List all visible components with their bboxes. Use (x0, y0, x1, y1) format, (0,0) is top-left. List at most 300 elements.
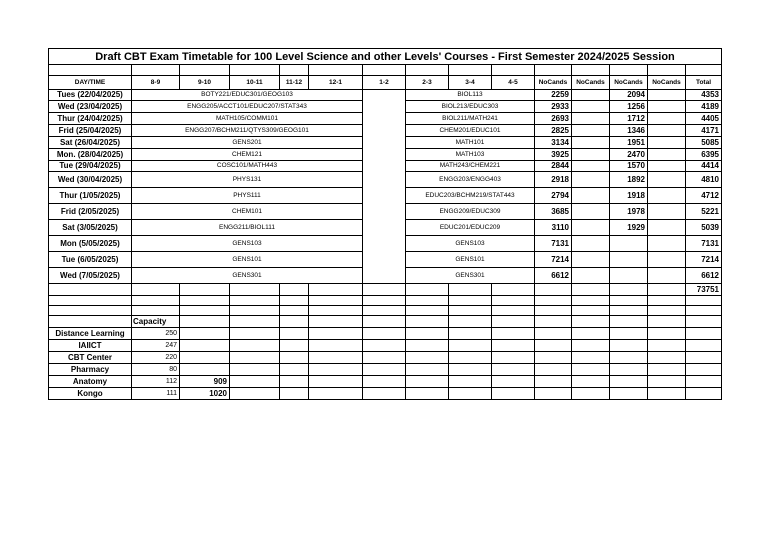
empty-cell (648, 306, 686, 316)
nocands-3: 1951 (610, 137, 648, 149)
afternoon-exam: BIOL211/MATH241 (406, 113, 535, 125)
afternoon-exam: MATH243/CHEM221 (406, 161, 535, 172)
empty-cell (363, 340, 406, 352)
morning-exam: MATH105/COMM101 (132, 113, 363, 125)
nocands-3: 1978 (610, 204, 648, 220)
empty-cell (535, 352, 572, 364)
empty-cell (49, 316, 132, 328)
table-row (49, 172, 722, 188)
nocands-3: 1918 (610, 188, 648, 204)
empty-cell (406, 388, 449, 400)
morning-exam: PHYS111 (132, 188, 363, 204)
midday-slot (363, 101, 406, 113)
nocands-1: 2825 (535, 125, 572, 137)
empty-cell (492, 328, 535, 340)
empty-cell (280, 340, 309, 352)
midday-slot (363, 125, 406, 137)
empty-cell (449, 352, 492, 364)
midday-slot (363, 236, 406, 252)
center-extra: 1020 (180, 388, 230, 400)
empty-cell (230, 376, 280, 388)
day-cell: Sat (26/04/2025) (49, 137, 132, 149)
empty-cell (572, 352, 610, 364)
table-row (49, 268, 722, 284)
nocands-4 (648, 113, 686, 125)
midday-slot (363, 113, 406, 125)
empty-cell (572, 388, 610, 400)
center-extra (180, 352, 230, 364)
afternoon-exam: EDUC201/EDUC209 (406, 220, 535, 236)
empty-cell (363, 364, 406, 376)
center-capacity: 220 (132, 352, 180, 364)
empty-cell (406, 364, 449, 376)
afternoon-exam: GENS103 (406, 236, 535, 252)
empty-cell (280, 284, 309, 296)
nocands-2 (572, 137, 610, 149)
nocands-4 (648, 161, 686, 172)
empty-cell (572, 376, 610, 388)
midday-slot (363, 161, 406, 172)
row-total: 5039 (686, 220, 722, 236)
day-cell: Sat (3/05/2025) (49, 220, 132, 236)
empty-cell (449, 340, 492, 352)
empty-cell (309, 306, 363, 316)
row-total: 4171 (686, 125, 722, 137)
center-capacity: 112 (132, 376, 180, 388)
nocands-4 (648, 220, 686, 236)
empty-cell (686, 340, 722, 352)
row-total: 4810 (686, 172, 722, 188)
empty-cell (492, 340, 535, 352)
nocands-2 (572, 172, 610, 188)
empty-cell (535, 376, 572, 388)
empty-cell (610, 340, 648, 352)
center-capacity: 247 (132, 340, 180, 352)
empty-cell (648, 328, 686, 340)
empty-cell (686, 316, 722, 328)
nocands-3: 2094 (610, 90, 648, 101)
sheet-title: Draft CBT Exam Timetable for 100 Level Science and other Levels' Courses - First Semester 2024/2025 Session (49, 49, 722, 65)
afternoon-exam: BIOL113 (406, 90, 535, 101)
nocands-2 (572, 90, 610, 101)
row-total: 4189 (686, 101, 722, 113)
empty-cell (449, 376, 492, 388)
empty-cell (280, 352, 309, 364)
row-total: 6612 (686, 268, 722, 284)
empty-cell (449, 316, 492, 328)
morning-exam: ENGG205/ACCT101/EDUC207/STAT343 (132, 101, 363, 113)
empty-cell (648, 296, 686, 306)
day-cell: Wed (23/04/2025) (49, 101, 132, 113)
afternoon-exam: MATH101 (406, 137, 535, 149)
header-row (49, 76, 722, 90)
empty-cell (535, 364, 572, 376)
empty-cell (132, 306, 180, 316)
nocands-4 (648, 204, 686, 220)
afternoon-exam: ENGG203/ENGG403 (406, 172, 535, 188)
empty-cell (280, 376, 309, 388)
empty-cell (686, 388, 722, 400)
center-capacity: 80 (132, 364, 180, 376)
nocands-4 (648, 252, 686, 268)
capacity-row (49, 376, 722, 388)
empty-cell (648, 388, 686, 400)
row-total: 7131 (686, 236, 722, 252)
midday-slot (363, 172, 406, 188)
capacity-row (49, 352, 722, 364)
empty-cell (363, 352, 406, 364)
empty-cell (492, 364, 535, 376)
day-cell: Mon. (28/04/2025) (49, 149, 132, 161)
empty-cell (363, 328, 406, 340)
header-12-1: 12-1 (309, 76, 363, 90)
center-extra (180, 328, 230, 340)
empty-cell (280, 316, 309, 328)
empty-cell (492, 388, 535, 400)
empty-cell (363, 316, 406, 328)
empty-cell (230, 340, 280, 352)
nocands-2 (572, 236, 610, 252)
morning-exam: GENS103 (132, 236, 363, 252)
table-row (49, 125, 722, 137)
empty-cell (449, 328, 492, 340)
table-row (49, 188, 722, 204)
empty-cell (230, 316, 280, 328)
empty-cell (180, 284, 230, 296)
empty-cell (686, 328, 722, 340)
empty-cell (686, 364, 722, 376)
day-cell: Frid (25/04/2025) (49, 125, 132, 137)
empty-cell (230, 284, 280, 296)
table-row (49, 220, 722, 236)
table-row (49, 90, 722, 101)
empty-cell (49, 284, 132, 296)
nocands-1: 6612 (535, 268, 572, 284)
empty-cell (180, 296, 230, 306)
empty-cell (572, 296, 610, 306)
afternoon-exam: GENS101 (406, 252, 535, 268)
nocands-4 (648, 188, 686, 204)
table-row (49, 137, 722, 149)
afternoon-exam: ENGG209/EDUC309 (406, 204, 535, 220)
nocands-2 (572, 149, 610, 161)
empty-cell (230, 388, 280, 400)
empty-cell (230, 352, 280, 364)
empty-cell (610, 284, 648, 296)
midday-slot (363, 137, 406, 149)
midday-slot (363, 90, 406, 101)
capacity-row (49, 328, 722, 340)
empty-cell (309, 316, 363, 328)
row-total: 5085 (686, 137, 722, 149)
morning-exam: GENS201 (132, 137, 363, 149)
nocands-1: 3134 (535, 137, 572, 149)
day-cell: Mon (5/05/2025) (49, 236, 132, 252)
afternoon-exam: GENS301 (406, 268, 535, 284)
header-9-10: 9-10 (180, 76, 230, 90)
empty-cell (309, 364, 363, 376)
empty-cell (230, 364, 280, 376)
nocands-1: 2794 (535, 188, 572, 204)
empty-cell (280, 328, 309, 340)
nocands-2 (572, 101, 610, 113)
nocands-1: 2844 (535, 161, 572, 172)
midday-slot (363, 268, 406, 284)
empty-cell (406, 328, 449, 340)
empty-cell (230, 296, 280, 306)
header-10-11: 10-11 (230, 76, 280, 90)
empty-cell (492, 376, 535, 388)
nocands-4 (648, 125, 686, 137)
empty-cell (309, 284, 363, 296)
nocands-3: 1256 (610, 101, 648, 113)
morning-exam: COSC101/MATH443 (132, 161, 363, 172)
nocands-4 (648, 172, 686, 188)
empty-cell (572, 328, 610, 340)
day-cell: Thur (1/05/2025) (49, 188, 132, 204)
header-11-12: 11-12 (280, 76, 309, 90)
empty-cell (406, 352, 449, 364)
header-total: Total (686, 76, 722, 90)
nocands-3: 1892 (610, 172, 648, 188)
nocands-1: 3925 (535, 149, 572, 161)
table-row (49, 204, 722, 220)
row-total: 4414 (686, 161, 722, 172)
empty-cell (648, 316, 686, 328)
row-total: 7214 (686, 252, 722, 268)
empty-cell (648, 376, 686, 388)
capacity-label: Capacity (132, 316, 180, 328)
empty-cell (280, 306, 309, 316)
empty-cell (309, 296, 363, 306)
empty-cell (230, 328, 280, 340)
empty-cell (309, 388, 363, 400)
empty-cell (492, 306, 535, 316)
center-name: Distance Learning (49, 328, 132, 340)
header-nocands-1: NoCands (535, 76, 572, 90)
nocands-3: 1346 (610, 125, 648, 137)
blank-row (49, 306, 722, 316)
nocands-3 (610, 236, 648, 252)
afternoon-exam: CHEM201/EDUC101 (406, 125, 535, 137)
nocands-3: 1929 (610, 220, 648, 236)
empty-cell (686, 296, 722, 306)
empty-cell (309, 376, 363, 388)
nocands-1: 7131 (535, 236, 572, 252)
grand-total: 73751 (686, 284, 722, 296)
day-cell: Wed (7/05/2025) (49, 268, 132, 284)
empty-cell (572, 284, 610, 296)
nocands-3: 1712 (610, 113, 648, 125)
header-3-4: 3-4 (449, 76, 492, 90)
capacity-header-row (49, 316, 722, 328)
empty-cell (309, 340, 363, 352)
capacity-row (49, 364, 722, 376)
empty-cell (449, 364, 492, 376)
midday-slot (363, 149, 406, 161)
center-name: Kongo (49, 388, 132, 400)
nocands-4 (648, 101, 686, 113)
table-row (49, 149, 722, 161)
empty-cell (406, 306, 449, 316)
empty-cell (180, 306, 230, 316)
day-cell: Tue (6/05/2025) (49, 252, 132, 268)
table-row (49, 252, 722, 268)
table-row (49, 101, 722, 113)
empty-cell (280, 388, 309, 400)
empty-cell (363, 376, 406, 388)
nocands-2 (572, 113, 610, 125)
nocands-3: 2470 (610, 149, 648, 161)
morning-exam: CHEM101 (132, 204, 363, 220)
header-1-2: 1-2 (363, 76, 406, 90)
empty-cell (449, 284, 492, 296)
morning-exam: BOTY221/EDUC301/GEOG103 (132, 90, 363, 101)
nocands-1: 2693 (535, 113, 572, 125)
morning-exam: CHEM121 (132, 149, 363, 161)
empty-cell (492, 284, 535, 296)
center-extra (180, 364, 230, 376)
nocands-4 (648, 149, 686, 161)
empty-cell (363, 296, 406, 306)
capacity-row (49, 388, 722, 400)
nocands-3 (610, 252, 648, 268)
nocands-2 (572, 252, 610, 268)
empty-cell (406, 284, 449, 296)
empty-cell (648, 364, 686, 376)
header-8-9: 8-9 (132, 76, 180, 90)
center-name: IAIICT (49, 340, 132, 352)
nocands-4 (648, 268, 686, 284)
table-row (49, 236, 722, 252)
empty-cell (610, 352, 648, 364)
nocands-1: 2918 (535, 172, 572, 188)
empty-cell (648, 284, 686, 296)
midday-slot (363, 188, 406, 204)
day-cell: Tues (22/04/2025) (49, 90, 132, 101)
empty-cell (406, 376, 449, 388)
empty-cell (686, 376, 722, 388)
blank-row (49, 65, 722, 76)
empty-cell (280, 296, 309, 306)
row-total: 4405 (686, 113, 722, 125)
day-cell: Thur (24/04/2025) (49, 113, 132, 125)
center-name: Pharmacy (49, 364, 132, 376)
empty-cell (610, 296, 648, 306)
nocands-1: 3110 (535, 220, 572, 236)
empty-cell (686, 306, 722, 316)
empty-cell (572, 306, 610, 316)
empty-cell (648, 340, 686, 352)
day-cell: Wed (30/04/2025) (49, 172, 132, 188)
empty-cell (449, 296, 492, 306)
empty-cell (449, 306, 492, 316)
afternoon-exam: MATH103 (406, 149, 535, 161)
empty-cell (280, 364, 309, 376)
empty-cell (230, 306, 280, 316)
nocands-3 (610, 268, 648, 284)
header-nocands-2: NoCands (572, 76, 610, 90)
center-capacity: 111 (132, 388, 180, 400)
empty-cell (406, 340, 449, 352)
nocands-4 (648, 236, 686, 252)
nocands-2 (572, 161, 610, 172)
empty-cell (610, 306, 648, 316)
blank-row (49, 296, 722, 306)
midday-slot (363, 204, 406, 220)
nocands-2 (572, 125, 610, 137)
center-name: CBT Center (49, 352, 132, 364)
header-nocands-4: NoCands (648, 76, 686, 90)
empty-cell (49, 306, 132, 316)
empty-cell (309, 352, 363, 364)
center-extra: 909 (180, 376, 230, 388)
empty-cell (492, 296, 535, 306)
empty-cell (363, 388, 406, 400)
midday-slot (363, 220, 406, 236)
empty-cell (535, 316, 572, 328)
center-extra (180, 340, 230, 352)
empty-cell (535, 296, 572, 306)
empty-cell (610, 328, 648, 340)
empty-cell (406, 296, 449, 306)
afternoon-exam: BIOL213/EDUC303 (406, 101, 535, 113)
row-total: 4353 (686, 90, 722, 101)
empty-cell (535, 284, 572, 296)
nocands-1: 2933 (535, 101, 572, 113)
row-total: 6395 (686, 149, 722, 161)
nocands-2 (572, 220, 610, 236)
empty-cell (610, 376, 648, 388)
table-row (49, 161, 722, 172)
empty-cell (572, 316, 610, 328)
nocands-2 (572, 188, 610, 204)
empty-cell (686, 352, 722, 364)
empty-cell (406, 316, 449, 328)
empty-cell (535, 388, 572, 400)
header-2-3: 2-3 (406, 76, 449, 90)
empty-cell (492, 316, 535, 328)
morning-exam: GENS101 (132, 252, 363, 268)
empty-cell (535, 328, 572, 340)
empty-cell (132, 296, 180, 306)
morning-exam: PHYS131 (132, 172, 363, 188)
grand-total-row (49, 284, 722, 296)
day-cell: Tue (29/04/2025) (49, 161, 132, 172)
timetable-sheet (48, 48, 722, 400)
empty-cell (363, 306, 406, 316)
nocands-1: 7214 (535, 252, 572, 268)
header-nocands-3: NoCands (610, 76, 648, 90)
capacity-row (49, 340, 722, 352)
empty-cell (180, 316, 230, 328)
row-total: 5221 (686, 204, 722, 220)
empty-cell (132, 284, 180, 296)
center-capacity: 250 (132, 328, 180, 340)
nocands-2 (572, 204, 610, 220)
empty-cell (492, 352, 535, 364)
nocands-1: 3685 (535, 204, 572, 220)
day-cell: Frid (2/05/2025) (49, 204, 132, 220)
midday-slot (363, 252, 406, 268)
empty-cell (572, 364, 610, 376)
empty-cell (535, 306, 572, 316)
empty-cell (610, 388, 648, 400)
morning-exam: GENS301 (132, 268, 363, 284)
empty-cell (309, 328, 363, 340)
empty-cell (610, 364, 648, 376)
empty-cell (572, 340, 610, 352)
